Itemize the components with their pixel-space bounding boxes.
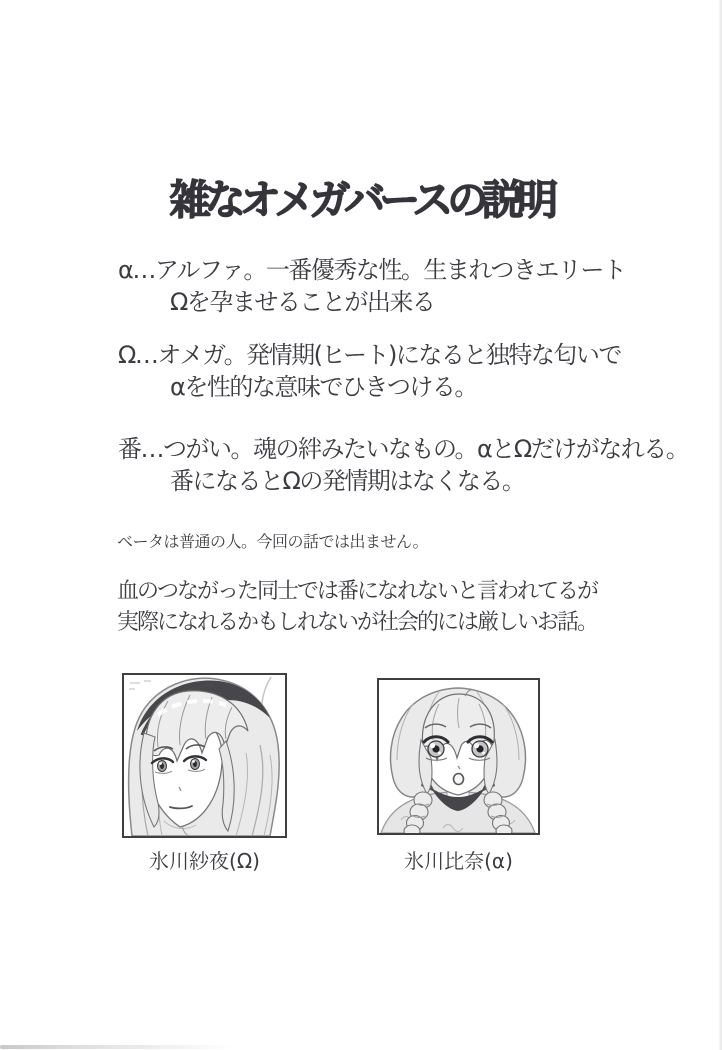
scan-smudge-bottom-left: [0, 1045, 232, 1049]
page-title: 雑なオメガバースの説明: [169, 176, 553, 225]
definition-entry-omega: [118, 339, 621, 403]
definition-line: αを性的な意味でひきつける。: [170, 373, 477, 401]
beta-note: ベータは普通の人。今回の話では出ません。: [117, 532, 428, 551]
definition-line: 番…つがい。魂の絆みたいなもの。αとΩだけがなれる。: [118, 435, 689, 463]
portrait-caption-sayo: 氷川紗夜(Ω): [149, 849, 260, 873]
definition-entry-alpha: [118, 254, 625, 318]
definition-line: 番になるとΩの発情期はなくなる。: [170, 467, 525, 495]
portrait-frame: [122, 673, 287, 838]
portrait-caption-hina: 氷川比奈(α): [404, 849, 513, 873]
closing-note-line: 実際になれるかもしれないが社会的には厳しいお話。: [117, 610, 598, 635]
definition-entry-tsugai: [118, 433, 688, 497]
sayo-portrait-illustration: [124, 675, 285, 836]
definition-line: Ω…オメガ。発情期(ヒート)になると独特な匂いで: [118, 341, 621, 369]
portrait-sayo: [122, 673, 287, 874]
hina-portrait-illustration: [379, 680, 538, 833]
page-edge-shadow: [718, 0, 722, 1050]
portrait-frame: [377, 678, 540, 835]
definition-line: Ωを孕ませることが出来る: [170, 288, 435, 316]
portrait-hina: [377, 678, 540, 874]
definition-line: α…アルファ。一番優秀な性。生まれつきエリート: [118, 256, 626, 284]
closing-note: [117, 576, 597, 638]
closing-note-line: 血のつながった同士では番になれないと言われてるが: [117, 579, 598, 604]
